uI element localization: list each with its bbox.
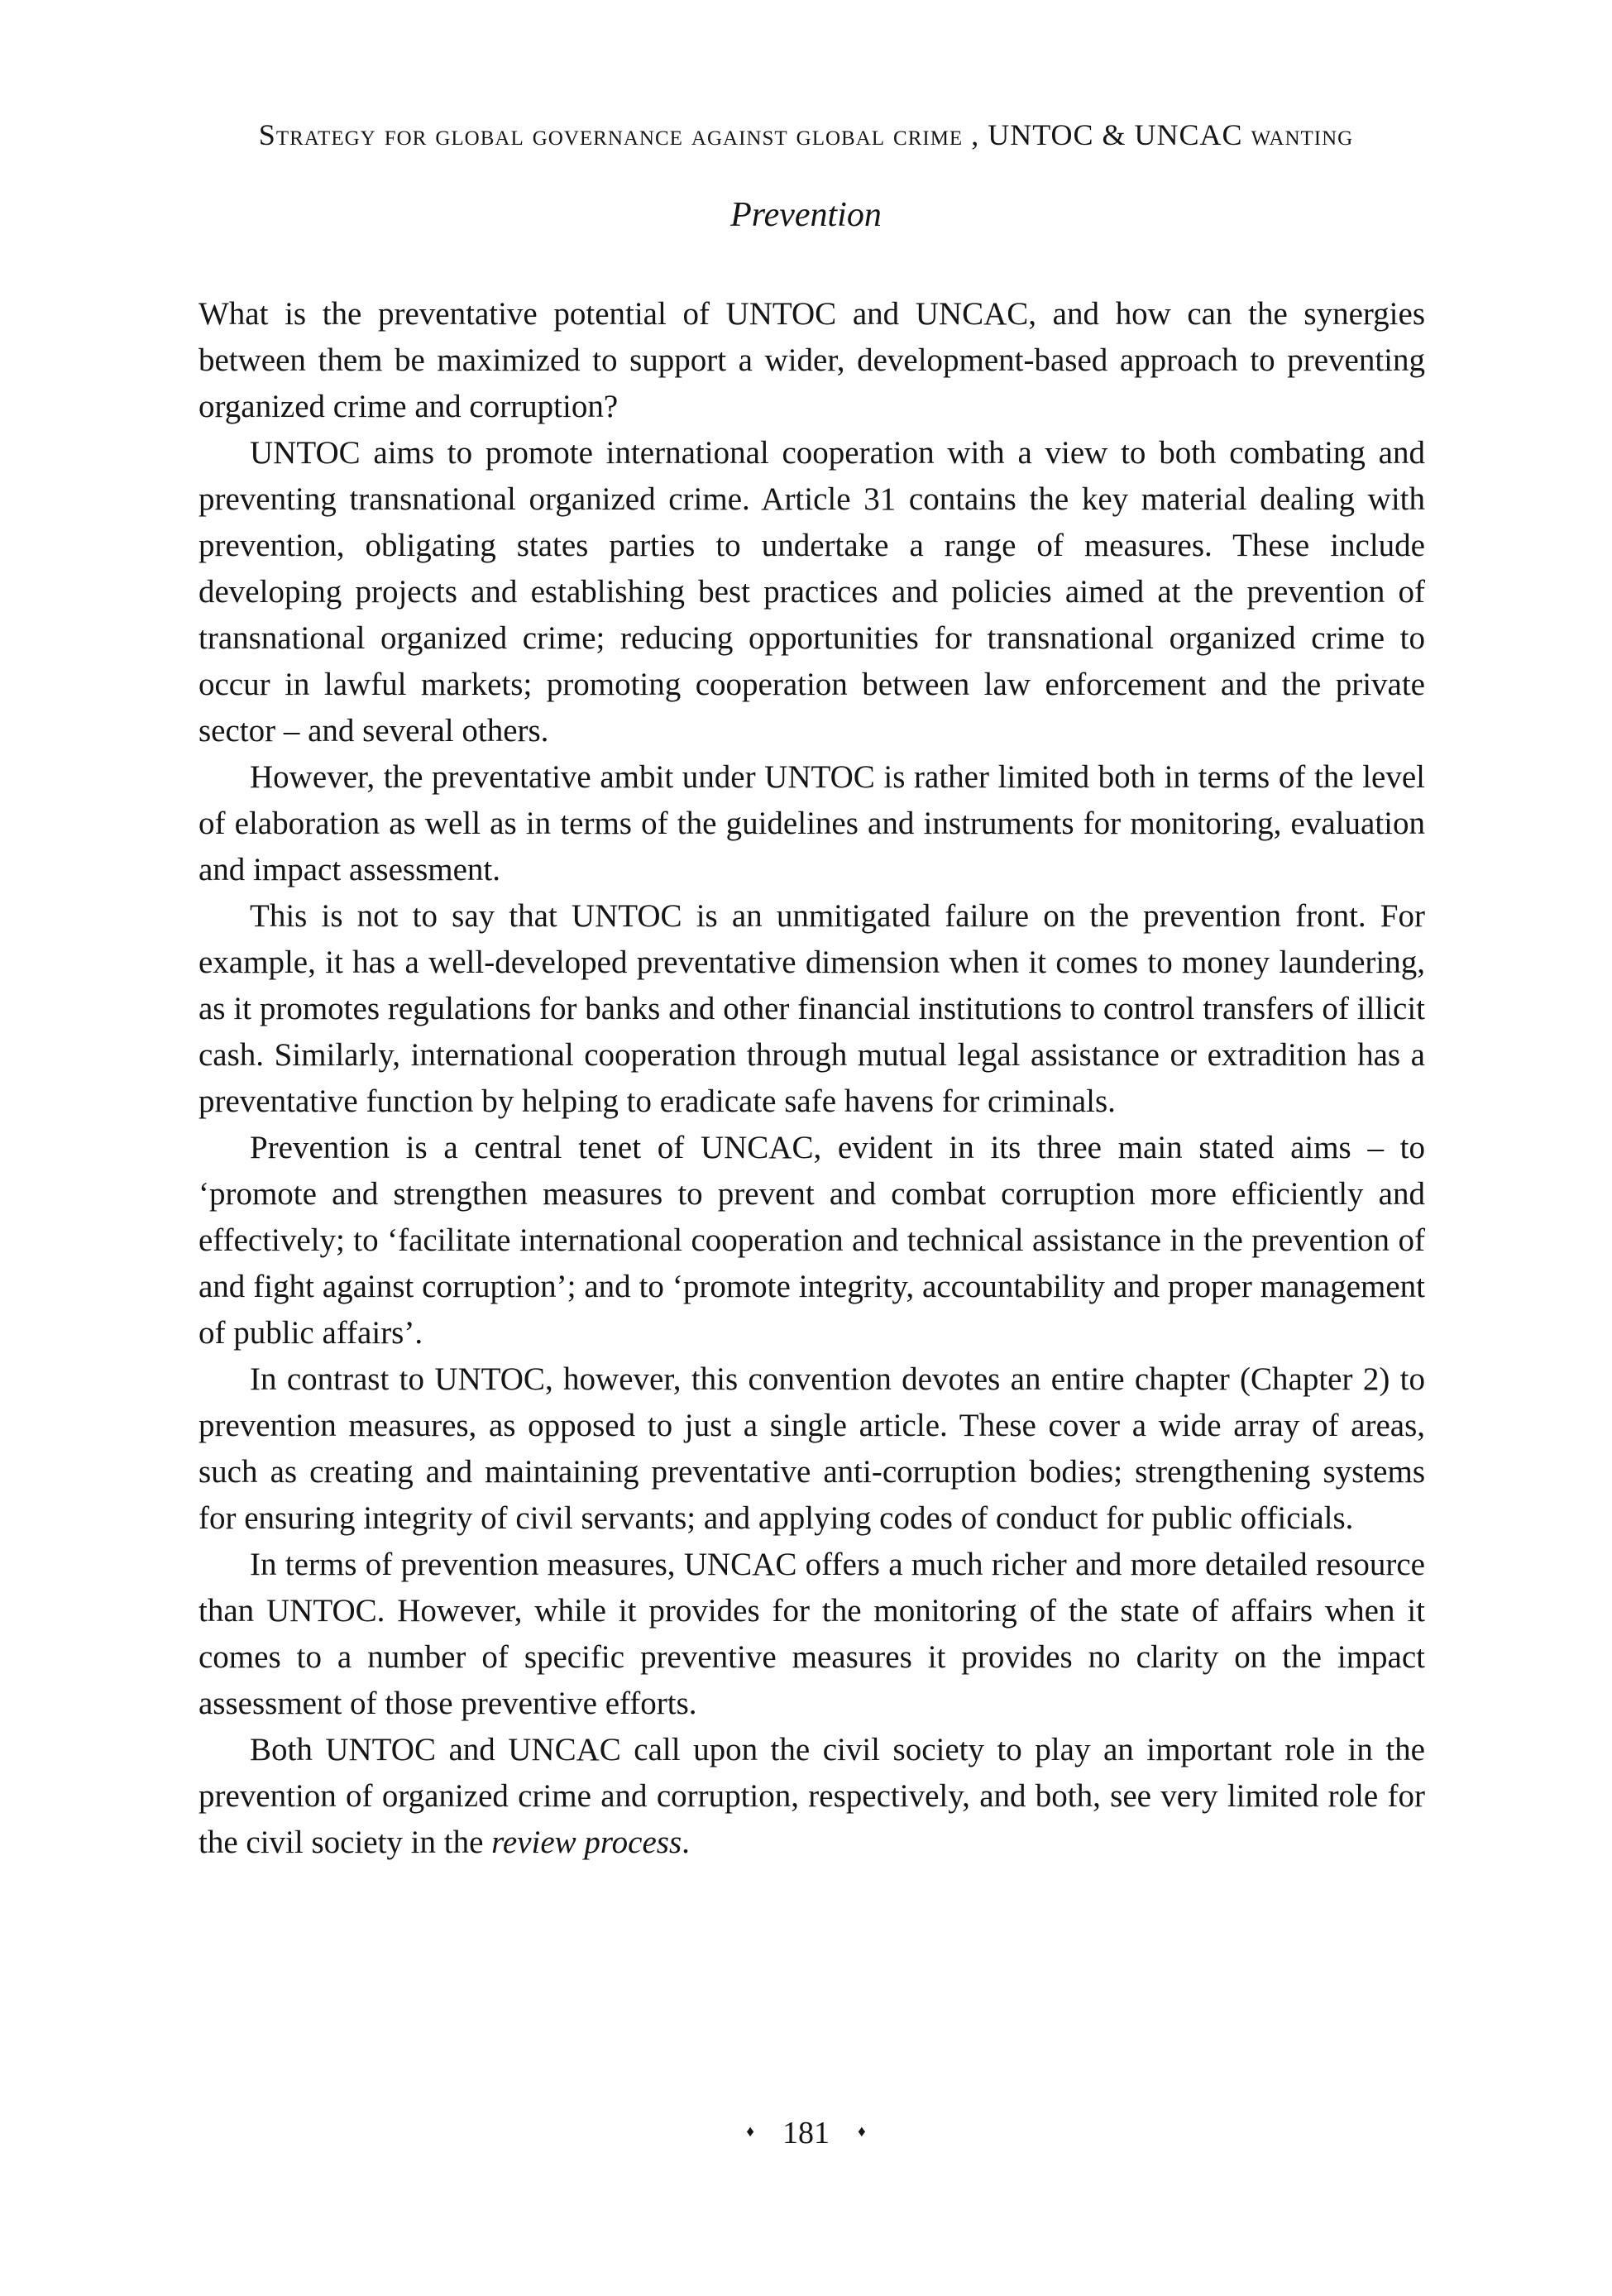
paragraph-text: . <box>682 1825 690 1860</box>
footer-ornament-left-icon: ♦ <box>746 2123 754 2141</box>
page-body <box>199 291 1425 1866</box>
page-number: 181 <box>782 2116 830 2150</box>
paragraph: In terms of prevention measures, UNCAC offers a much richer and more detailed resource than UNTOC. However, while it provides for the monitoring of the state of affairs when it comes to a number of specific preventive measures it provides no clarity on the impact assessment of those preventive efforts. <box>199 1547 1425 1721</box>
section-title: Prevention <box>730 196 882 234</box>
paragraph: UNTOC aims to promote international cooperation with a view to both combating and preventing transnational organized crime. Article 31 contains the key material dealing with prevention, obligating states parties to undertake a range of measures. These include developing projects and establishing best practices and policies aimed at the prevention of transnational organized crime; reducing opportunities for transnational organized crime to occur in lawful markets; promoting cooperation between law enforcement and the private sector – and several others. <box>199 435 1425 749</box>
italic-emphasis: review process <box>491 1825 682 1860</box>
paragraph: In contrast to UNTOC, however, this convention devotes an entire chapter (Chapter 2) to prevention measures, as opposed to just a single article. These cover a wide array of areas, such as creating and maintaining preventative anti-corruption bodies; strengthening systems for ensuring integrity of civil servants; and applying codes of conduct for public officials. <box>199 1361 1425 1536</box>
paragraph: However, the preventative ambit under UNTOC is rather limited both in terms of the level of elaboration as well as in terms of the guidelines and instruments for monitoring, evaluation and impact assessment. <box>199 759 1425 887</box>
paragraph-text: Both UNTOC and UNCAC call upon the civil society to play an important role in the prevention of organized crime and corruption, respectively, and both, see very limited role for the civil society in the <box>199 1732 1425 1860</box>
paragraph: This is not to say that UNTOC is an unmitigated failure on the prevention front. For example, it has a well-developed preventative dimension when it comes to money laundering, as it promotes regulations for banks and other financial institutions to control transfers of illicit cash. Similarly, international cooperation through mutual legal assistance or extradition has a preventative function by helping to eradicate safe havens for criminals. <box>199 898 1425 1119</box>
running-header: Strategy for global governance against global crime , UNTOC & UNCAC wanting <box>258 118 1354 151</box>
footer-ornament-right-icon: ♦ <box>858 2123 866 2141</box>
paragraph <box>199 1727 1425 1866</box>
page-footer <box>0 2117 1612 2149</box>
paragraph: What is the preventative potential of UNTOC and UNCAC, and how can the synergies between them be maximized to support a wider, development-based approach to preventing organized crime and corruption? <box>199 296 1425 424</box>
paragraph: Prevention is a central tenet of UNCAC, evident in its three main stated aims – to ‘promote and strengthen measures to prevent and combat corruption more efficiently and effectively; to ‘facilitate international cooperation and technical assistance in the prevention of and fight against corruption’; and to ‘promote integrity, accountability and proper management of public affairs’. <box>199 1130 1425 1351</box>
